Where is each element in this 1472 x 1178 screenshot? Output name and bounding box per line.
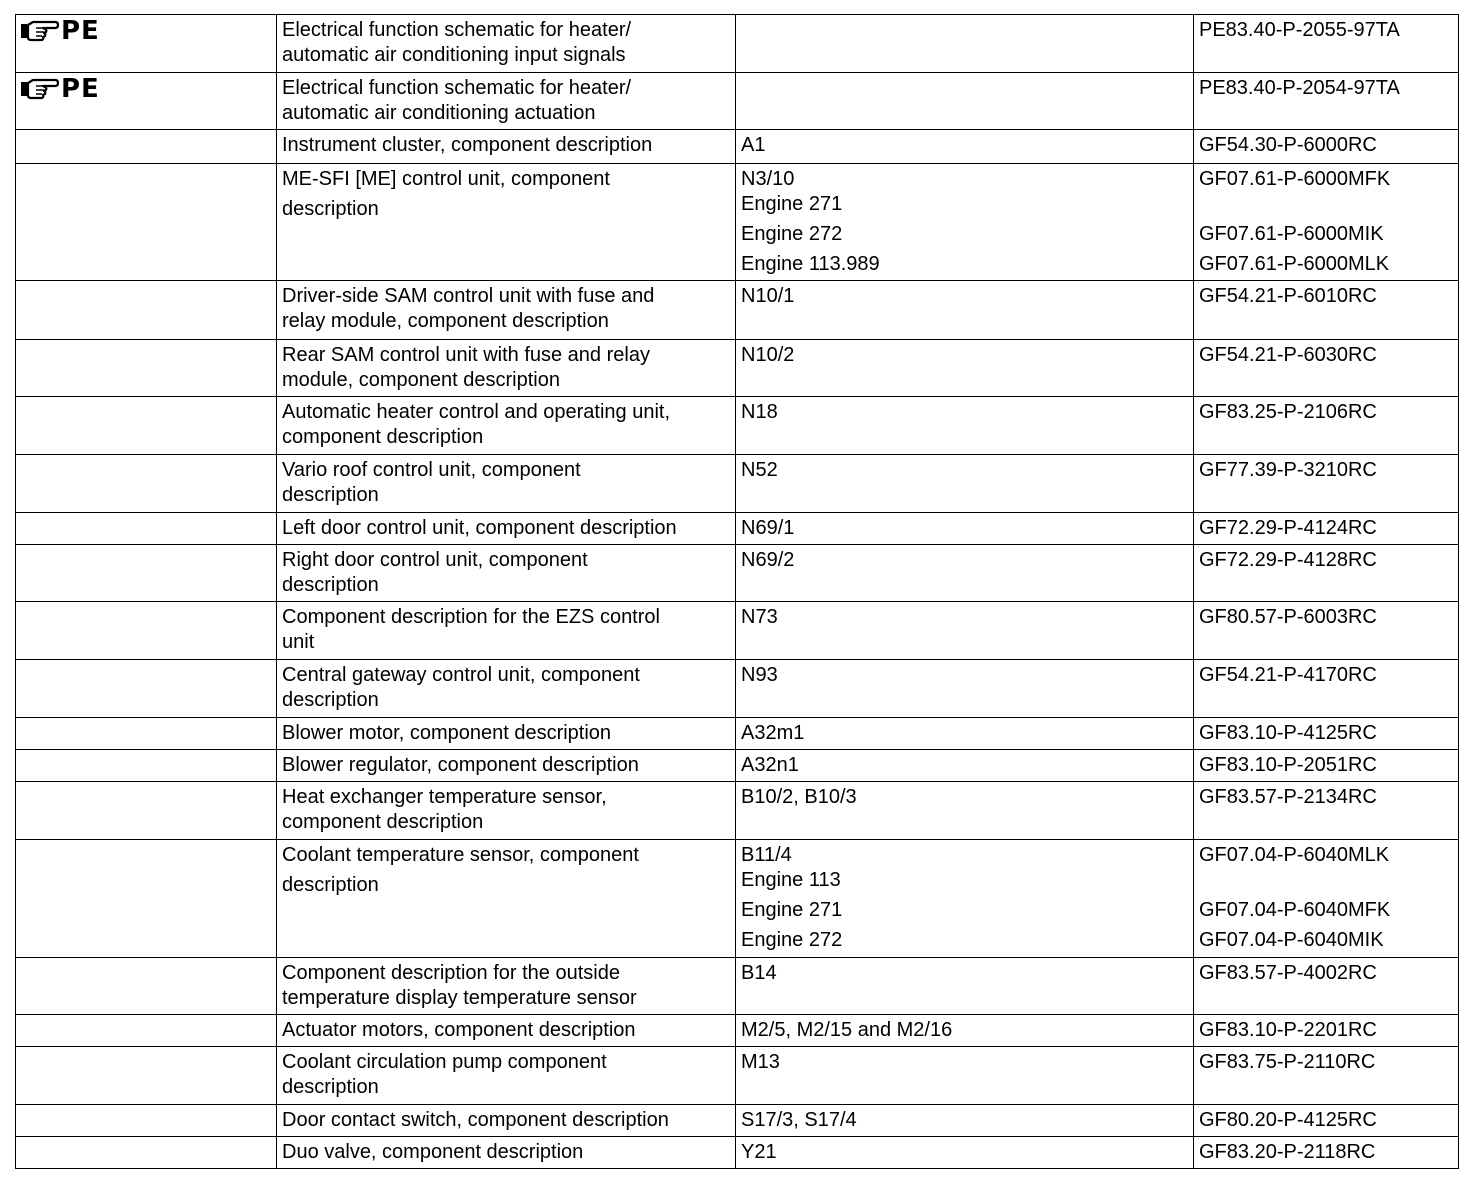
reference-cell: [1194, 73, 1459, 130]
reference-code: GF83.10-P-2201RC: [1199, 1019, 1377, 1041]
description-cell: [277, 455, 736, 513]
marker-cell: [16, 750, 277, 782]
marker-cell: [16, 840, 277, 958]
description-cell: [277, 718, 736, 750]
table-row: [16, 1015, 1459, 1047]
description-text: Actuator motors, component description: [282, 1019, 636, 1041]
description-text: Component description for the outside: [282, 962, 620, 984]
pe-marker-label: PE: [61, 73, 100, 104]
reference-cell: [1194, 602, 1459, 660]
description-text: Right door control unit, component: [282, 549, 588, 571]
reference-code: GF07.61-P-6000MLK: [1199, 253, 1390, 275]
description-cell: [277, 1047, 736, 1105]
designation-text: M13: [741, 1051, 780, 1073]
designation-text: N73: [741, 606, 778, 628]
description-cell: [277, 281, 736, 340]
designation-cell: [736, 1047, 1194, 1105]
designation-cell: [736, 455, 1194, 513]
description-text: Heat exchanger temperature sensor,: [282, 786, 607, 808]
description-text: description: [282, 484, 379, 506]
table-row: [16, 281, 1459, 340]
designation-text: M2/5, M2/15 and M2/16: [741, 1019, 953, 1041]
reference-cell: [1194, 397, 1459, 455]
reference-code: GF72.29-P-4128RC: [1199, 549, 1377, 571]
table-row: [16, 455, 1459, 513]
marker-cell: [16, 340, 277, 397]
marker-cell: [16, 397, 277, 455]
description-cell: [277, 840, 736, 958]
description-text: relay module, component description: [282, 310, 609, 332]
marker-cell: [16, 130, 277, 164]
reference-cell: [1194, 958, 1459, 1015]
reference-code: GF83.20-P-2118RC: [1199, 1141, 1376, 1163]
description-text: Electrical function schematic for heater/: [282, 19, 632, 41]
designation-cell: [736, 545, 1194, 602]
description-text: Blower regulator, component description: [282, 754, 639, 776]
description-cell: [277, 130, 736, 164]
reference-cell: [1194, 281, 1459, 340]
marker-cell: [16, 1047, 277, 1105]
reference-cell: [1194, 750, 1459, 782]
description-text: Automatic heater control and operating unit,: [282, 401, 671, 423]
reference-code: GF54.30-P-6000RC: [1199, 134, 1377, 156]
designation-cell: [736, 718, 1194, 750]
table-row: [16, 130, 1459, 164]
table-row: [16, 958, 1459, 1015]
pe-marker-label: PE: [61, 15, 100, 46]
reference-code: GF83.10-P-2051RC: [1199, 754, 1377, 776]
reference-cell: [1194, 513, 1459, 545]
designation-text: N10/1: [741, 285, 795, 307]
description-cell: [277, 545, 736, 602]
designation-cell: [736, 1105, 1194, 1137]
designation-text: B11/4: [741, 844, 792, 866]
designation-cell: [736, 782, 1194, 840]
designation-text: A32m1: [741, 722, 805, 744]
description-cell: [277, 164, 736, 281]
reference-code: GF07.04-P-6040MLK: [1199, 844, 1390, 866]
table-row: [16, 397, 1459, 455]
designation-text: B14: [741, 962, 777, 984]
reference-code: GF72.29-P-4124RC: [1199, 517, 1377, 539]
reference-code: GF07.61-P-6000MIK: [1199, 223, 1384, 245]
description-text: Central gateway control unit, component: [282, 664, 640, 686]
description-text: unit: [282, 631, 315, 653]
table-row: [16, 1137, 1459, 1169]
description-text: module, component description: [282, 369, 560, 391]
reference-code: GF83.57-P-2134RC: [1199, 786, 1377, 808]
designation-text: Engine 272: [741, 223, 843, 245]
reference-cell: [1194, 15, 1459, 73]
pointing-hand-icon: [19, 18, 59, 44]
table-row: [16, 718, 1459, 750]
marker-cell: [16, 602, 277, 660]
designation-text: N69/2: [741, 549, 795, 571]
reference-cell: [1194, 1137, 1459, 1169]
description-text: Rear SAM control unit with fuse and relay: [282, 344, 650, 366]
reference-code: GF80.57-P-6003RC: [1199, 606, 1377, 628]
description-text: Electrical function schematic for heater/: [282, 77, 632, 99]
table-row: [16, 602, 1459, 660]
pointing-hand-icon: [19, 76, 59, 102]
reference-code: GF07.04-P-6040MFK: [1199, 899, 1391, 921]
description-cell: [277, 1015, 736, 1047]
reference-cell: [1194, 782, 1459, 840]
reference-cell: [1194, 660, 1459, 718]
description-text: description: [282, 574, 379, 596]
table-row: [16, 164, 1459, 281]
table-row: [16, 545, 1459, 602]
designation-cell: [736, 130, 1194, 164]
description-cell: [277, 602, 736, 660]
description-text: description: [282, 1076, 379, 1098]
designation-text: N3/10: [741, 168, 795, 190]
reference-code: GF07.04-P-6040MIK: [1199, 929, 1384, 951]
description-text: automatic air conditioning input signals: [282, 44, 626, 66]
reference-code: GF80.20-P-4125RC: [1199, 1109, 1377, 1131]
table-row: [16, 513, 1459, 545]
table-row: [16, 840, 1459, 958]
reference-code: PE83.40-P-2054-97TA: [1199, 77, 1400, 99]
reference-cell: [1194, 164, 1459, 281]
marker-cell: [16, 73, 277, 130]
description-cell: [277, 340, 736, 397]
designation-cell: [736, 840, 1194, 958]
description-text: Blower motor, component description: [282, 722, 612, 744]
description-text: Instrument cluster, component description: [282, 134, 653, 156]
blank-line: [1199, 192, 1453, 217]
pe-marker: [19, 15, 271, 47]
reference-cell: [1194, 1015, 1459, 1047]
reference-cell: [1194, 1105, 1459, 1137]
reference-table: [15, 14, 1459, 1169]
reference-code: GF77.39-P-3210RC: [1199, 459, 1377, 481]
document-sheet: [15, 14, 1458, 1169]
marker-cell: [16, 513, 277, 545]
description-cell: [277, 73, 736, 130]
designation-cell: [736, 164, 1194, 281]
description-text: Coolant temperature sensor, component: [282, 844, 639, 866]
designation-text: Engine 271: [741, 899, 843, 921]
reference-code: GF07.61-P-6000MFK: [1199, 168, 1391, 190]
marker-cell: [16, 281, 277, 340]
reference-code: GF83.75-P-2110RC: [1199, 1051, 1376, 1073]
description-text: Coolant circulation pump component: [282, 1051, 607, 1073]
reference-cell: [1194, 545, 1459, 602]
designation-cell: [736, 281, 1194, 340]
reference-cell: [1194, 1047, 1459, 1105]
description-text: automatic air conditioning actuation: [282, 102, 596, 124]
description-text: temperature display temperature sensor: [282, 987, 637, 1009]
designation-cell: [736, 1137, 1194, 1169]
marker-cell: [16, 545, 277, 602]
reference-code: GF54.21-P-4170RC: [1199, 664, 1377, 686]
designation-text: N18: [741, 401, 778, 423]
reference-code: GF54.21-P-6010RC: [1199, 285, 1377, 307]
description-text: description: [282, 874, 379, 896]
reference-cell: [1194, 455, 1459, 513]
marker-cell: [16, 782, 277, 840]
designation-text: Engine 113: [741, 869, 841, 891]
description-cell: [277, 782, 736, 840]
designation-cell: [736, 513, 1194, 545]
description-text: description: [282, 198, 379, 220]
description-text: description: [282, 689, 379, 711]
description-cell: [277, 397, 736, 455]
reference-code: PE83.40-P-2055-97TA: [1199, 19, 1400, 41]
table-row: [16, 73, 1459, 130]
designation-text: N10/2: [741, 344, 795, 366]
table-row: [16, 15, 1459, 73]
marker-cell: [16, 15, 277, 73]
pe-marker: [19, 73, 271, 105]
reference-code: GF83.57-P-4002RC: [1199, 962, 1377, 984]
table-row: [16, 660, 1459, 718]
designation-text: A1: [741, 134, 766, 156]
marker-cell: [16, 164, 277, 281]
marker-cell: [16, 958, 277, 1015]
designation-text: Y21: [741, 1141, 777, 1163]
designation-cell: [736, 660, 1194, 718]
description-text: Door contact switch, component description: [282, 1109, 669, 1131]
marker-cell: [16, 1137, 277, 1169]
designation-text: N93: [741, 664, 778, 686]
description-text: Driver-side SAM control unit with fuse and: [282, 285, 655, 307]
marker-cell: [16, 1015, 277, 1047]
table-row: [16, 782, 1459, 840]
reference-cell: [1194, 718, 1459, 750]
reference-code: GF83.25-P-2106RC: [1199, 401, 1377, 423]
designation-text: N69/1: [741, 517, 795, 539]
description-text: Component description for the EZS control: [282, 606, 660, 628]
designation-cell: [736, 1015, 1194, 1047]
designation-text: Engine 271: [741, 193, 843, 215]
designation-cell: [736, 602, 1194, 660]
designation-cell: [736, 958, 1194, 1015]
table-row: [16, 1105, 1459, 1137]
reference-code: GF54.21-P-6030RC: [1199, 344, 1377, 366]
designation-text: A32n1: [741, 754, 799, 776]
reference-code: GF83.10-P-4125RC: [1199, 722, 1377, 744]
designation-cell: [736, 340, 1194, 397]
designation-text: Engine 272: [741, 929, 843, 951]
table-row: [16, 340, 1459, 397]
description-text: Left door control unit, component description: [282, 517, 677, 539]
designation-cell: [736, 397, 1194, 455]
description-cell: [277, 513, 736, 545]
reference-table-body: [16, 15, 1459, 1169]
description-cell: [277, 15, 736, 73]
reference-cell: [1194, 840, 1459, 958]
description-cell: [277, 660, 736, 718]
description-text: Vario roof control unit, component: [282, 459, 581, 481]
description-text: component description: [282, 426, 484, 448]
description-cell: [277, 750, 736, 782]
table-row: [16, 750, 1459, 782]
marker-cell: [16, 718, 277, 750]
marker-cell: [16, 660, 277, 718]
designation-cell: [736, 73, 1194, 130]
description-cell: [277, 1105, 736, 1137]
description-text: Duo valve, component description: [282, 1141, 584, 1163]
description-cell: [277, 1137, 736, 1169]
designation-cell: [736, 750, 1194, 782]
table-row: [16, 1047, 1459, 1105]
designation-text: N52: [741, 459, 778, 481]
description-cell: [277, 958, 736, 1015]
designation-text: Engine 113.989: [741, 253, 880, 275]
description-text: ME-SFI [ME] control unit, component: [282, 168, 610, 190]
designation-cell: [736, 15, 1194, 73]
blank-line: [1199, 868, 1453, 893]
reference-cell: [1194, 340, 1459, 397]
marker-cell: [16, 1105, 277, 1137]
marker-cell: [16, 455, 277, 513]
description-text: component description: [282, 811, 484, 833]
reference-cell: [1194, 130, 1459, 164]
designation-text: S17/3, S17/4: [741, 1109, 857, 1131]
designation-text: B10/2, B10/3: [741, 786, 857, 808]
